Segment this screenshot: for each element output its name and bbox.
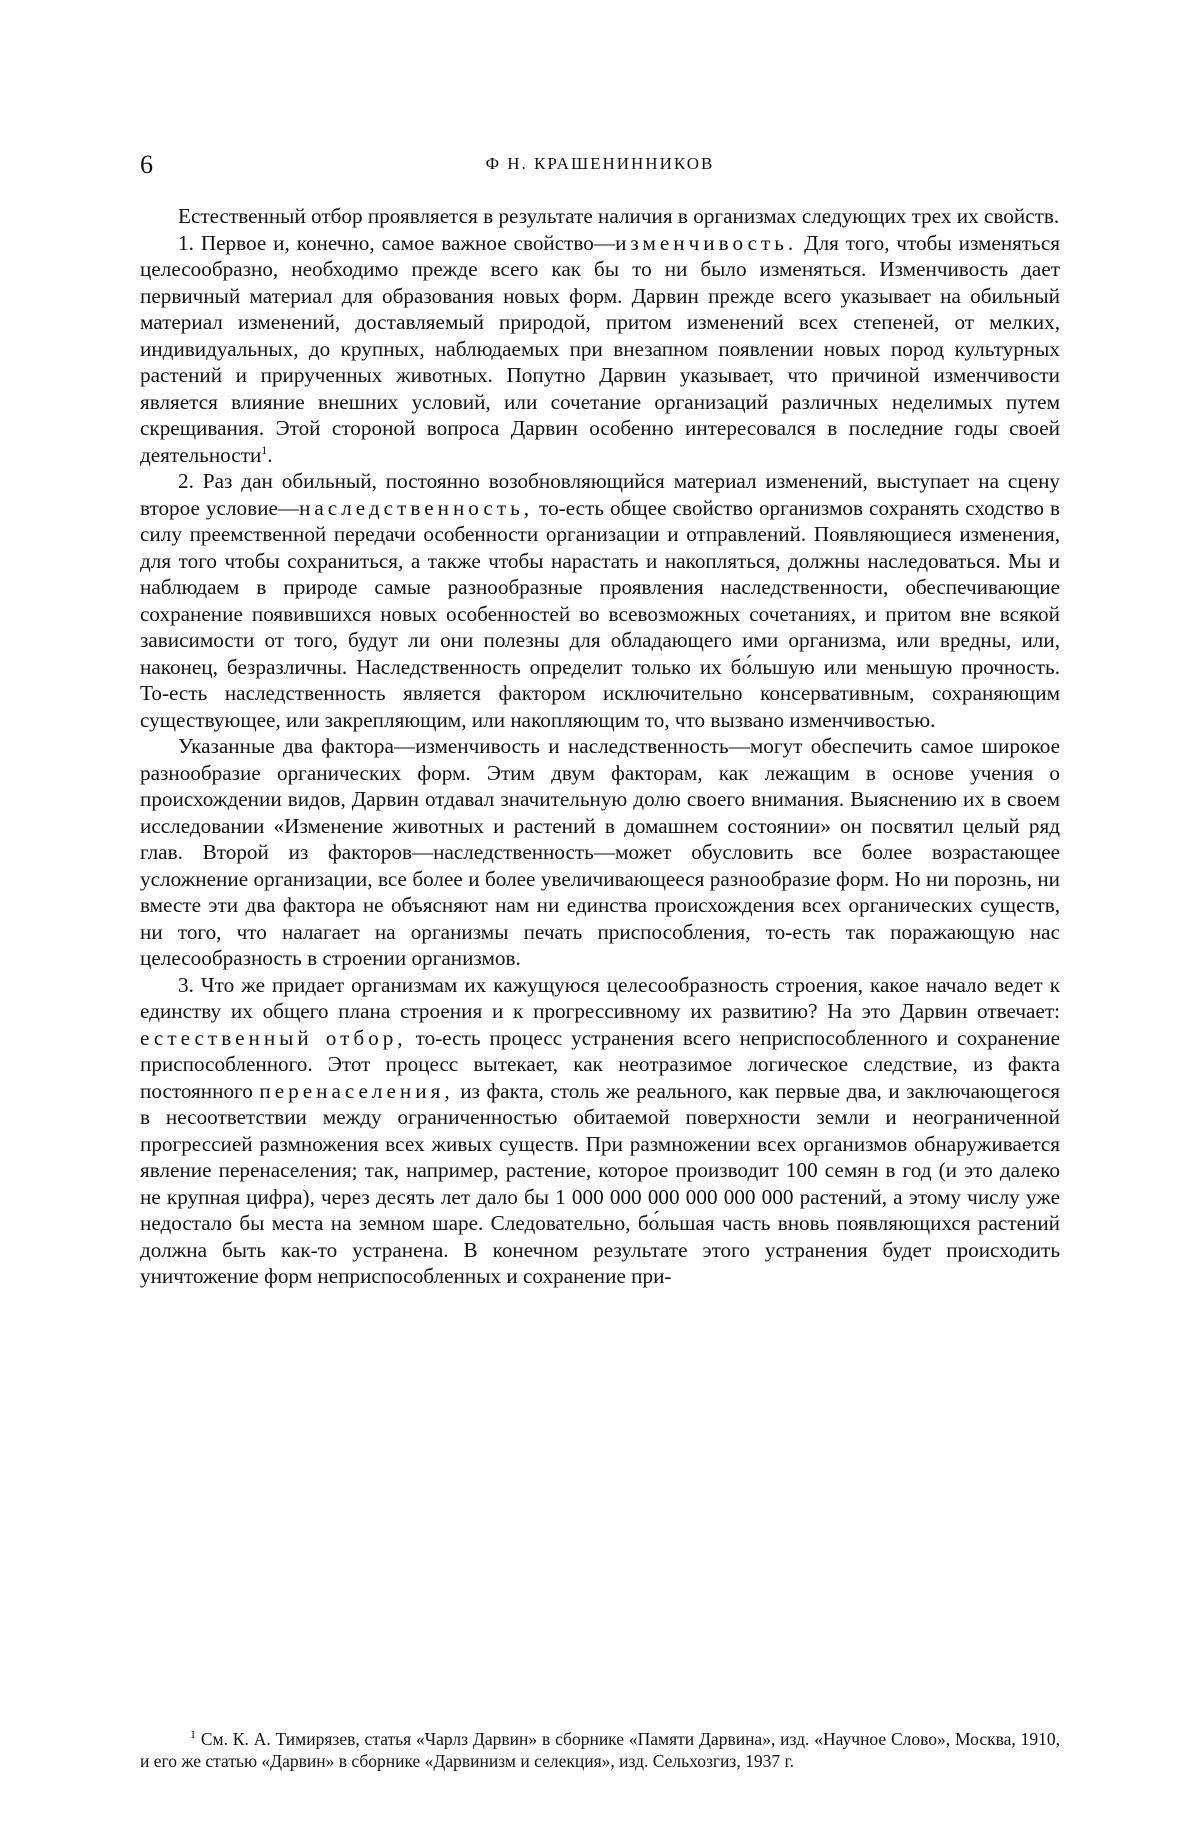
body-text xyxy=(140,203,1060,1290)
selection-mid: то-есть процесс устранения всего неприспособленного и сохранение приспособленного. Этот процесс вытекает, как неотразимое логическое следствие, из факта постоянного xyxy=(140,1025,1060,1103)
paragraph-intro xyxy=(140,203,1060,230)
running-head: Ф Н. КРАШЕНИННИКОВ xyxy=(485,154,715,173)
page-number: 6 xyxy=(140,150,153,179)
page-header xyxy=(140,150,1060,180)
paragraph-intro-text: Естественный отбор проявляется в результате наличия в организмах следующих трех их свойств. xyxy=(178,204,1060,228)
footnote-mark: 1 xyxy=(190,1727,196,1742)
term-natural-selection: естественный отбор, xyxy=(140,1025,407,1050)
variability-tail: . xyxy=(267,442,273,467)
variability-body: Для того, чтобы изменяться целесообразно, необходимо прежде всего как бы то ни было изменяться. Изменчивость дает первичный материал для образования новых форм. Дарвин прежде всего указывает на обильный материал изменений, доставляемый природой, притом изменений всех степеней, от мелких, индивидуальных, до крупных, наблюдаемых при внезапном появлении новых пород культурных растений и прирученных животных. Попутно Дарвин указывает, что причиной изменчивости является влияние внешних условий, или сочетание организаций различных неделимых путем скрещивания. Этой стороной вопроса Дарвин особенно интересовался в последние годы своей деятельности xyxy=(140,230,1060,467)
term-heredity: наследственность, xyxy=(299,495,534,520)
footnote-ref: 1 xyxy=(261,442,268,457)
term-overpopulation: перенаселения, xyxy=(259,1078,454,1103)
footnote-text: См. К. А. Тимирязев, статья «Чарлз Дарвин» в сборнике «Памяти Дарвина», изд. «Научное Слово», Москва, 1910, и его же статью «Дарвин» в сборнике «Дарвинизм и селекция», изд. Сельхозгиз, 1937 г. xyxy=(140,1729,1060,1771)
heredity-body: то-есть общее свойство организмов сохранять сходство в силу преемственной передачи особенности организации и отправлений. Появляющиеся изменения, для того чтобы сохраниться, а также чтобы нарастать и накопляться, должны наследоваться. Мы и наблюдаем в природе самые разнообразные проявления наследственности, обеспечивающие сохранение появившихся новых особенностей во всевозможных сочетаниях, и притом вне всякой зависимости от того, будут ли они полезны для обладающего ими организма, или вредны, или, наконец, безразличны. Наследственность определит только их бо́льшую или меньшую прочность. То-есть наследственность является фактором исключительно консервативным, сохраняющим существующее, или закрепляющим, или накопляющим то, что вызвано изменчивостью. xyxy=(140,495,1061,732)
two-factors-text: Указанные два фактора—изменчивость и наследственность—могут обеспечить самое широкое разнообразие органических форм. Этим двум факторам, как лежащим в основе учения о происхождении видов, Дарвин отдавал значительную долю своего внимания. Выяснению их в своем исследовании «Изменение животных и растений в домашнем состоянии» он посвятил целый ряд глав. Второй из факторов—наследственность—может обусловить все более возрастающее усложнение организации, все более и более увеличивающееся разнообразие форм. Но ни порознь, ни вместе эти два фактора не объясняют нам ни единства происхождения всех органических существ, ни того, что налагает на организмы печать приспособления, то-есть так поражающую нас целесообразность в строении организмов. xyxy=(140,734,1060,970)
footnotes xyxy=(140,1728,1060,1772)
paragraph-natural-selection xyxy=(140,972,1060,1290)
paragraph-variability xyxy=(140,230,1060,469)
paragraph-two-factors xyxy=(140,733,1060,972)
heredity-start: 2. Раз дан обильный, постоянно возобновляющийся материал изменений, выступает на сцену второе условие— xyxy=(140,469,1060,520)
variability-start: 1. Первое и, конечно, самое важное свойство— xyxy=(178,230,616,255)
paragraph-heredity xyxy=(140,468,1060,733)
term-variability: изменчивость. xyxy=(615,230,798,255)
selection-body: из факта, столь же реального, как первые два, и заключающегося в несоответствии между ограниченностью обитаемой поверхности земли и неограниченной прогрессией размножения всех живых существ. При размножении всех организмов обнаруживается явление перенаселения; так, например, растение, которое производит 100 семян в год (и это далеко не крупная цифра), через десять лет дало бы 1 000 000 000 000 000 000 растений, а этому числу уже недостало бы места на земном шаре. Следовательно, бо́льшая часть вновь появляющихся растений должна быть как-то устранена. В конечном результате этого устранения будет происходить уничтожение форм неприспособленных и сохранение при- xyxy=(140,1078,1060,1288)
footnote xyxy=(140,1728,1060,1772)
selection-start: 3. Что же придает организмам их кажущуюся целесообразность строения, какое начало ведет к единству их общего плана строения и к прогрессивному их развитию? На это Дарвин отвечает: xyxy=(140,972,1060,1023)
